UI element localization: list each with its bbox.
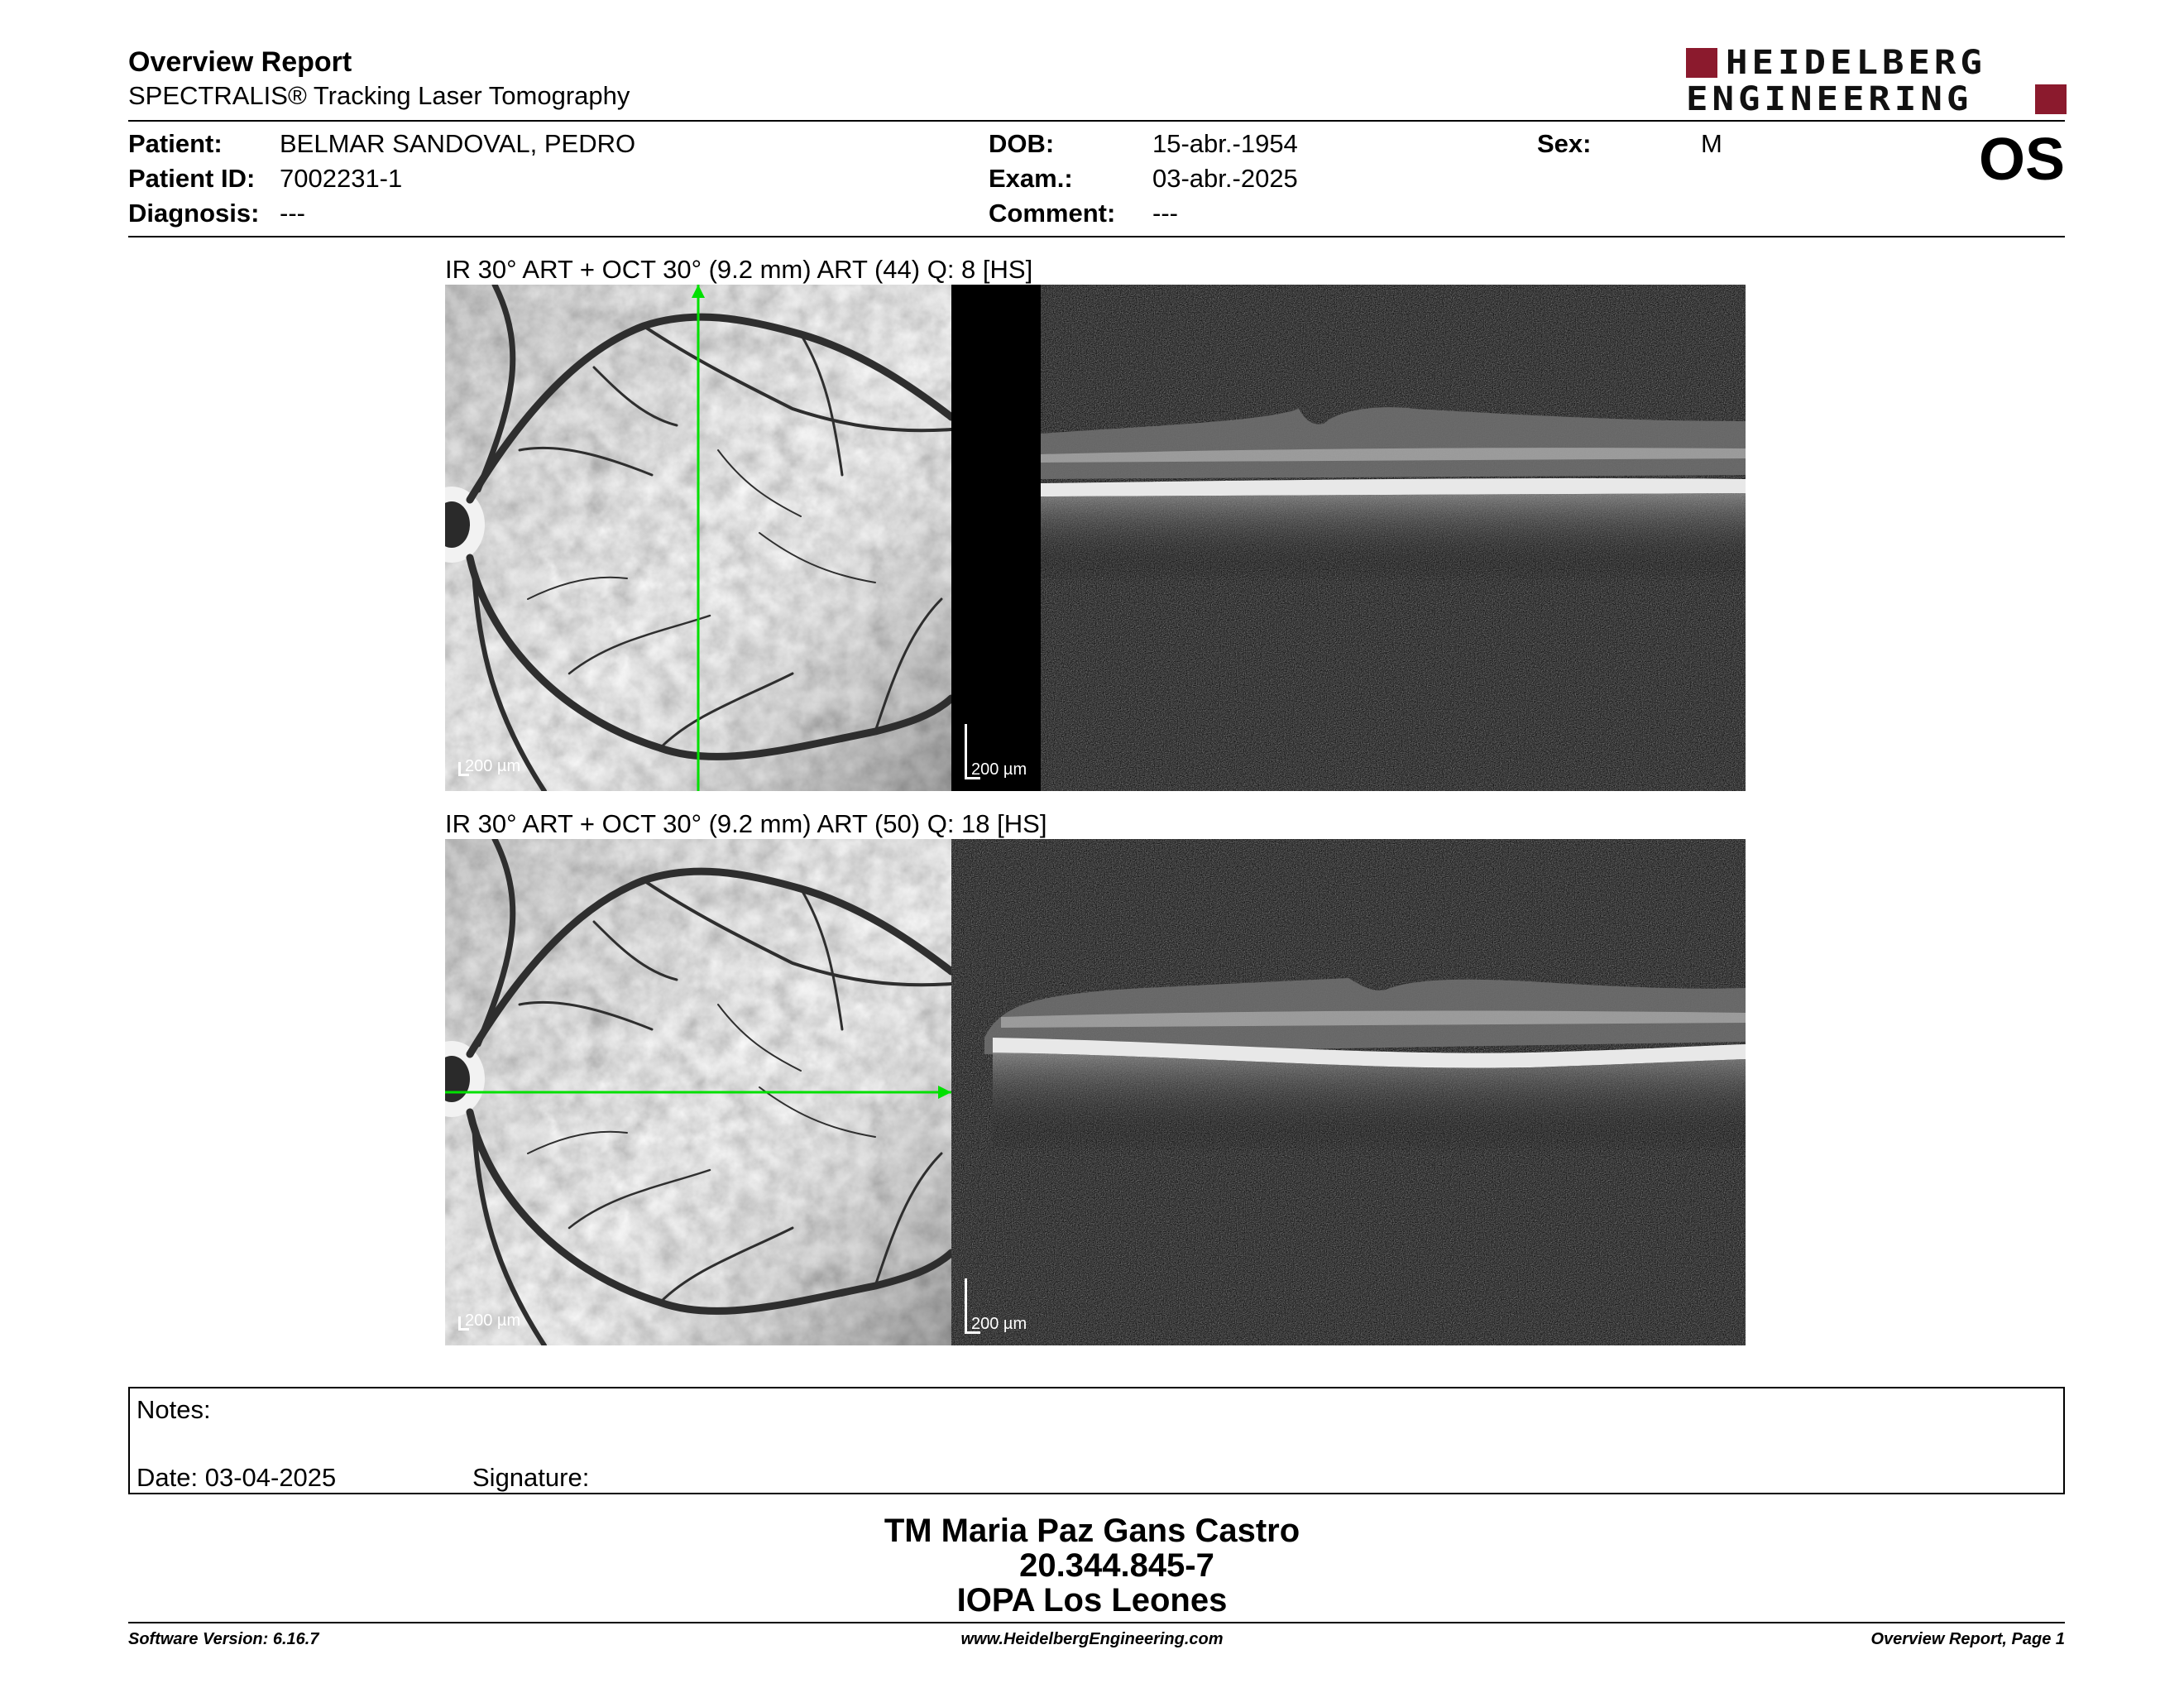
notes-date: Date: 03-04-2025	[136, 1463, 337, 1492]
scale-bar-oct-1: 200 µm	[965, 760, 1027, 779]
footer-rule	[128, 1622, 2065, 1623]
fundus-image-1	[445, 285, 951, 791]
dob-label: DOB:	[989, 129, 1055, 158]
sex-value: M	[1701, 129, 1722, 158]
page-number: Overview Report, Page 1	[1870, 1630, 2065, 1648]
signer-org: IOPA Los Leones	[956, 1582, 1228, 1618]
heidelberg-logo	[1686, 43, 2067, 118]
software-version: Software Version: 6.16.7	[128, 1630, 319, 1648]
fundus-image-2	[445, 839, 951, 1345]
signer-name: TM Maria Paz Gans Castro	[884, 1513, 1300, 1549]
comment-value: ---	[1152, 199, 1178, 228]
eye-indicator: OS	[1978, 127, 2065, 193]
report-title: Overview Report	[128, 46, 352, 78]
scan-1-ir-fundus[interactable]	[445, 285, 951, 791]
header-rule	[128, 120, 2065, 122]
logo-square-bottom	[2035, 84, 2067, 114]
scale-bar-ir-1: 200 µm	[458, 757, 520, 776]
oct-image-1	[951, 285, 1746, 791]
diagnosis-label: Diagnosis:	[128, 199, 260, 228]
patient-label: Patient:	[128, 129, 223, 158]
signer-id: 20.344.845-7	[1019, 1547, 1214, 1584]
report-subtitle: SPECTRALIS® Tracking Laser Tomography	[128, 81, 630, 110]
scan-2-ir-fundus[interactable]	[445, 839, 951, 1345]
diagnosis-value: ---	[280, 199, 305, 228]
exam-value: 03-abr.-2025	[1152, 164, 1298, 193]
scan-2-oct-bscan[interactable]	[951, 839, 1746, 1345]
logo-square-top	[1686, 48, 1717, 78]
patient-rule	[128, 236, 2065, 237]
website-link[interactable]: www.HeidelbergEngineering.com	[960, 1630, 1224, 1648]
sex-label: Sex:	[1537, 129, 1592, 158]
logo-word-2: ENGINEERING	[1686, 79, 1973, 118]
comment-label: Comment:	[989, 199, 1116, 228]
notes-box	[128, 1387, 2065, 1494]
signature-label: Signature:	[472, 1463, 590, 1492]
exam-label: Exam.:	[989, 164, 1073, 193]
patient-id-label: Patient ID:	[128, 164, 256, 193]
patient-name: BELMAR SANDOVAL, PEDRO	[280, 129, 636, 158]
scale-bar-ir-2: 200 µm	[458, 1312, 520, 1331]
logo-word-1: HEIDELBERG	[1726, 43, 1986, 82]
dob-value: 15-abr.-1954	[1152, 129, 1298, 158]
scan-1-title: IR 30° ART + OCT 30° (9.2 mm) ART (44) Q: 8 [HS]	[445, 255, 1033, 284]
scan-1-oct-bscan[interactable]	[951, 285, 1746, 791]
scan-2-title: IR 30° ART + OCT 30° (9.2 mm) ART (50) Q: 18 [HS]	[445, 809, 1047, 838]
patient-id: 7002231-1	[280, 164, 403, 193]
oct-image-2	[951, 839, 1746, 1345]
notes-label: Notes:	[136, 1395, 211, 1424]
scale-bar-oct-2: 200 µm	[965, 1315, 1027, 1334]
